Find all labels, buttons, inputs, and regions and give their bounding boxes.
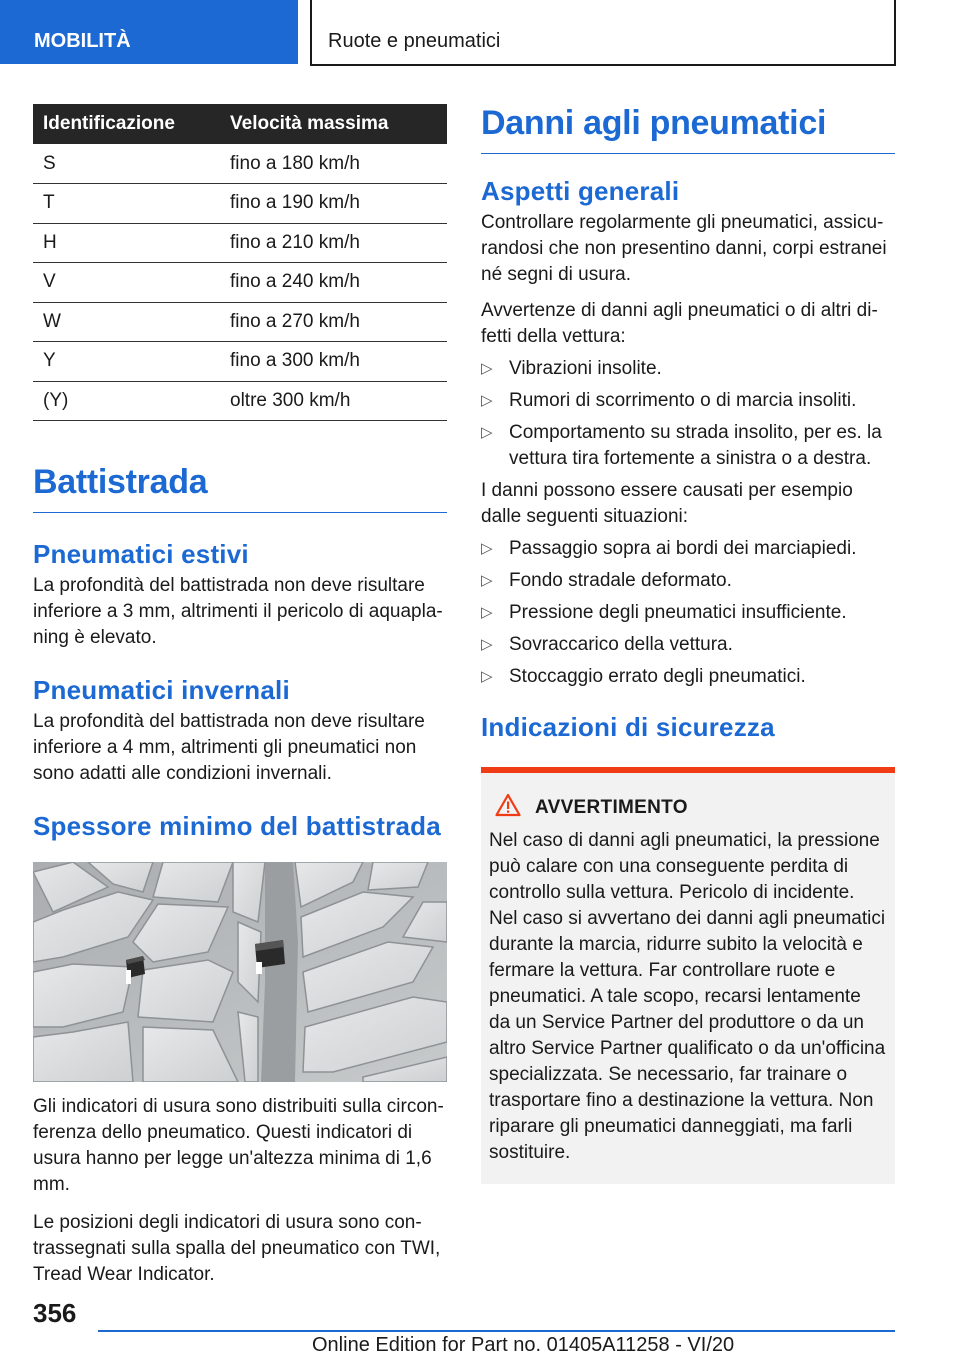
general-text: Controllare regolarmente gli pneumatici, assicurandosi che non presentino danni, corpi estranei né segni di usura. bbox=[481, 212, 887, 285]
triangle-right-icon: ▷ bbox=[481, 424, 493, 441]
list-item: ▷ Pressione degli pneumatici insufficiente. bbox=[481, 600, 895, 626]
speed-rating-table bbox=[33, 104, 447, 421]
warning-title: AVVERTIMENTO bbox=[535, 796, 688, 818]
warning-header bbox=[489, 793, 887, 822]
table-row bbox=[33, 184, 447, 224]
left-column bbox=[33, 104, 447, 1288]
triangle-right-icon: ▷ bbox=[481, 392, 493, 409]
table-cell: fino a 180 km/h bbox=[220, 144, 447, 184]
twi-text: Le posizioni degli indicatori di usura sono contrassegnati sulla spalla del pneumatico con TWI, Tread Wear Indicator. bbox=[33, 1212, 441, 1285]
tread-indicator-text: Gli indicatori di usura sono distribuiti sulla circonferenza dello pneumatico. Questi indicatori di usura hanno per legge un'altezza minima di 1,6 mm. bbox=[33, 1096, 444, 1195]
table-header-row bbox=[33, 104, 447, 144]
table-cell: Y bbox=[33, 342, 220, 382]
warning-box bbox=[481, 773, 895, 1184]
table-cell: fino a 240 km/h bbox=[220, 263, 447, 303]
triangle-right-icon: ▷ bbox=[481, 540, 493, 557]
subheading-safety: Indicazioni di sicurezza bbox=[481, 712, 775, 742]
table-cell: H bbox=[33, 223, 220, 263]
section-label: MOBILITÀ bbox=[0, 0, 298, 64]
table-cell: T bbox=[33, 184, 220, 224]
list-item: ▷ Rumori di scorrimento o di marcia insoliti. bbox=[481, 388, 895, 414]
table-cell: fino a 210 km/h bbox=[220, 223, 447, 263]
summer-tires-text: La profondità del battistrada non deve risultare inferiore a 3 mm, altrimenti il pericolo di aquaplaning è elevato. bbox=[33, 575, 443, 648]
table-row bbox=[33, 223, 447, 263]
right-column bbox=[481, 104, 895, 1184]
topic-label: Ruote e pneumatici bbox=[310, 0, 896, 66]
page-number: 356 bbox=[33, 1298, 77, 1328]
table-row bbox=[33, 302, 447, 342]
table-row bbox=[33, 144, 447, 184]
subheading-winter-tires: Pneumatici invernali bbox=[33, 675, 290, 705]
footer-divider bbox=[98, 1330, 895, 1332]
section-heading-battistrada: Battistrada bbox=[33, 463, 447, 513]
warning-triangle-icon bbox=[495, 793, 521, 822]
table-cell: fino a 300 km/h bbox=[220, 342, 447, 382]
page-header bbox=[0, 0, 960, 66]
table-cell: (Y) bbox=[33, 381, 220, 421]
table-cell: oltre 300 km/h bbox=[220, 381, 447, 421]
list-item: ▷ Sovraccarico della vettura. bbox=[481, 632, 895, 658]
winter-tires-text: La profondità del battistrada non deve risultare inferiore a 4 mm, altrimenti gli pneumatici non sono adatti alle condizioni invernali. bbox=[33, 711, 425, 784]
table-cell: fino a 190 km/h bbox=[220, 184, 447, 224]
section-heading-tire-damage: Danni agli pneumatici bbox=[481, 104, 895, 154]
damage-causes-list bbox=[481, 536, 895, 690]
table-header-cell: Identificazione bbox=[33, 104, 220, 144]
triangle-right-icon: ▷ bbox=[481, 360, 493, 377]
list-item: ▷ Vibrazioni insolite. bbox=[481, 356, 895, 382]
tread-wear-indicator-image bbox=[33, 862, 447, 1082]
subheading-min-tread: Spessore minimo del battistrada bbox=[33, 811, 441, 841]
table-cell: S bbox=[33, 144, 220, 184]
list-item: ▷ Comportamento su strada insolito, per es. la vettura tira fortemente a sinistra o a destra. bbox=[481, 422, 882, 469]
causes-intro-text: I danni possono essere causati per esempio dalle seguenti situazioni: bbox=[481, 480, 853, 527]
table-row bbox=[33, 263, 447, 303]
table-row bbox=[33, 381, 447, 421]
signs-intro-text: Avvertenze di danni agli pneumatici o di altri difetti della vettura: bbox=[481, 300, 878, 347]
table-row bbox=[33, 342, 447, 382]
triangle-right-icon: ▷ bbox=[481, 604, 493, 621]
list-item: ▷ Fondo stradale deformato. bbox=[481, 568, 895, 594]
list-item: ▷ Stoccaggio errato degli pneumatici. bbox=[481, 664, 895, 690]
triangle-right-icon: ▷ bbox=[481, 572, 493, 589]
table-header-cell: Velocità massima bbox=[220, 104, 447, 144]
subheading-general: Aspetti generali bbox=[481, 176, 680, 206]
subheading-summer-tires: Pneumatici estivi bbox=[33, 539, 249, 569]
table-cell: W bbox=[33, 302, 220, 342]
table-cell: fino a 270 km/h bbox=[220, 302, 447, 342]
triangle-right-icon: ▷ bbox=[481, 668, 493, 685]
damage-signs-list bbox=[481, 356, 895, 472]
edition-label: Online Edition for Part no. 01405A11258 - VI/20 bbox=[312, 1334, 735, 1356]
list-item: ▷ Passaggio sopra ai bordi dei marciapiedi. bbox=[481, 536, 895, 562]
table-cell: V bbox=[33, 263, 220, 303]
tire-illustration bbox=[33, 862, 447, 1082]
triangle-right-icon: ▷ bbox=[481, 636, 493, 653]
warning-text: Nel caso di danni agli pneumatici, la pressione può calare con una conseguente perdita di controllo sulla vettura. Pericolo di incidente. Nel caso si avvertano dei danni agli pneumatici durante la marcia, ridurre subito la velocità e fermare la vettura. Far controllare ruote e pneumatici. A tale scopo, recarsi lentamente da un Service Partner del produttore o da un altro Service Partner qualificato o da un'officina specializzata. Se necessario, far trainare o trasportare fino a destinazione la vettura. Non riparare gli pneumatici danneggiati, ma farli sostituire. bbox=[489, 830, 886, 1163]
